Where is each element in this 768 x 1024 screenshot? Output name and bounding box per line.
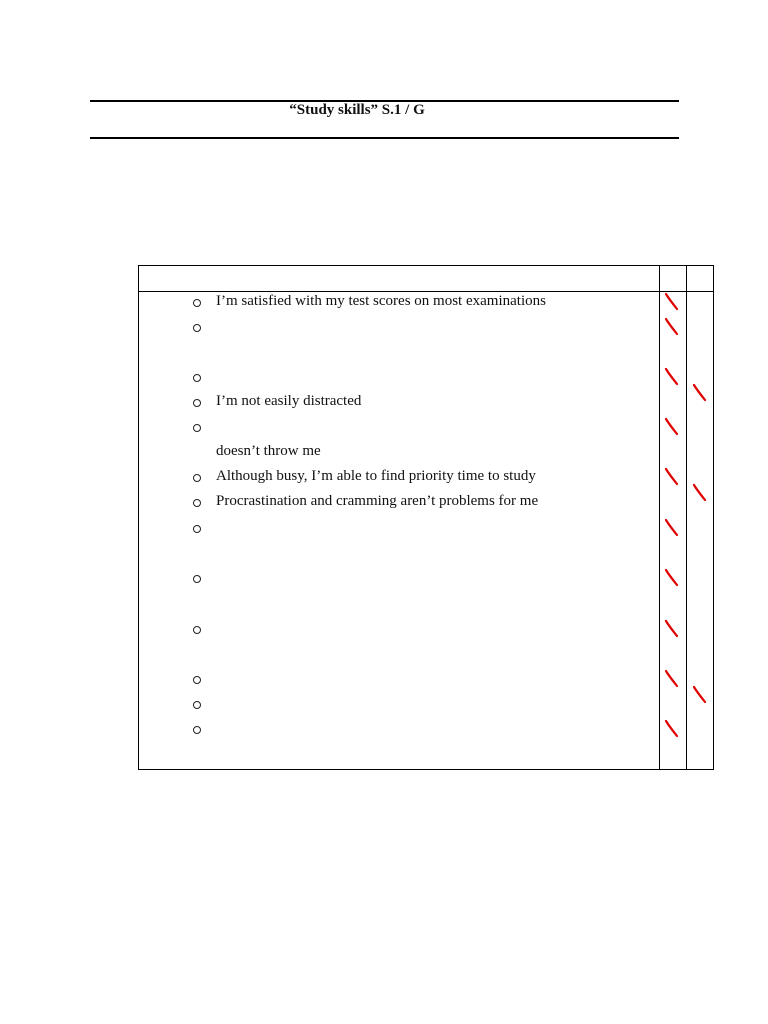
checkmark-icon xyxy=(691,382,709,404)
bullet-icon xyxy=(193,726,201,734)
column-divider-2 xyxy=(686,266,687,769)
checkmark-icon xyxy=(663,366,681,388)
checklist-item-text: I’m satisfied with my test scores on most examinations xyxy=(216,293,546,309)
column-divider-1 xyxy=(659,266,660,769)
checklist-item xyxy=(139,492,659,517)
bullet-icon xyxy=(193,424,201,432)
bullet-icon xyxy=(193,676,201,684)
checklist-item xyxy=(139,442,659,467)
bullet-icon xyxy=(193,701,201,709)
checkmark-icon xyxy=(663,466,681,488)
checklist-table xyxy=(138,265,714,770)
checklist-item xyxy=(139,317,659,342)
checklist-item xyxy=(139,367,659,392)
checkmark-icon xyxy=(663,291,681,313)
checklist-item xyxy=(139,292,659,317)
checklist-item xyxy=(139,467,659,492)
bullet-icon xyxy=(193,525,201,533)
checkmark-icon xyxy=(663,316,681,338)
checklist-item xyxy=(139,568,659,593)
bullet-icon xyxy=(193,399,201,407)
bullet-icon xyxy=(193,499,201,507)
bullet-icon xyxy=(193,626,201,634)
bullet-icon xyxy=(193,474,201,482)
checkmark-icon xyxy=(663,668,681,690)
bullet-icon xyxy=(193,324,201,332)
checkmark-icon xyxy=(663,618,681,640)
checklist-item xyxy=(139,719,659,744)
checklist-item xyxy=(139,417,659,442)
checklist-item xyxy=(139,392,659,417)
checklist-item xyxy=(139,669,659,694)
checkmark-icon xyxy=(663,567,681,589)
checkmark-icon xyxy=(663,416,681,438)
checklist-item xyxy=(139,518,659,543)
checklist-item-text: Although busy, I’m able to find priority time to study xyxy=(216,468,536,484)
checklist-item-text: Procrastination and cramming aren’t problems for me xyxy=(216,493,539,509)
checkmark-icon xyxy=(691,684,709,706)
checkmark-icon xyxy=(663,718,681,740)
checkmark-icon xyxy=(691,482,709,504)
bullet-icon xyxy=(193,374,201,382)
bullet-icon xyxy=(193,575,201,583)
document-title: “Study skills” S.1 / G xyxy=(289,102,425,118)
checklist-item-text: doesn’t throw me xyxy=(216,443,321,459)
checklist-item-text: I’m not easily distracted xyxy=(216,393,362,409)
checklist-item xyxy=(139,694,659,719)
bottom-rule xyxy=(90,137,679,139)
checkmark-icon xyxy=(663,517,681,539)
bullet-icon xyxy=(193,299,201,307)
checklist-item xyxy=(139,619,659,644)
